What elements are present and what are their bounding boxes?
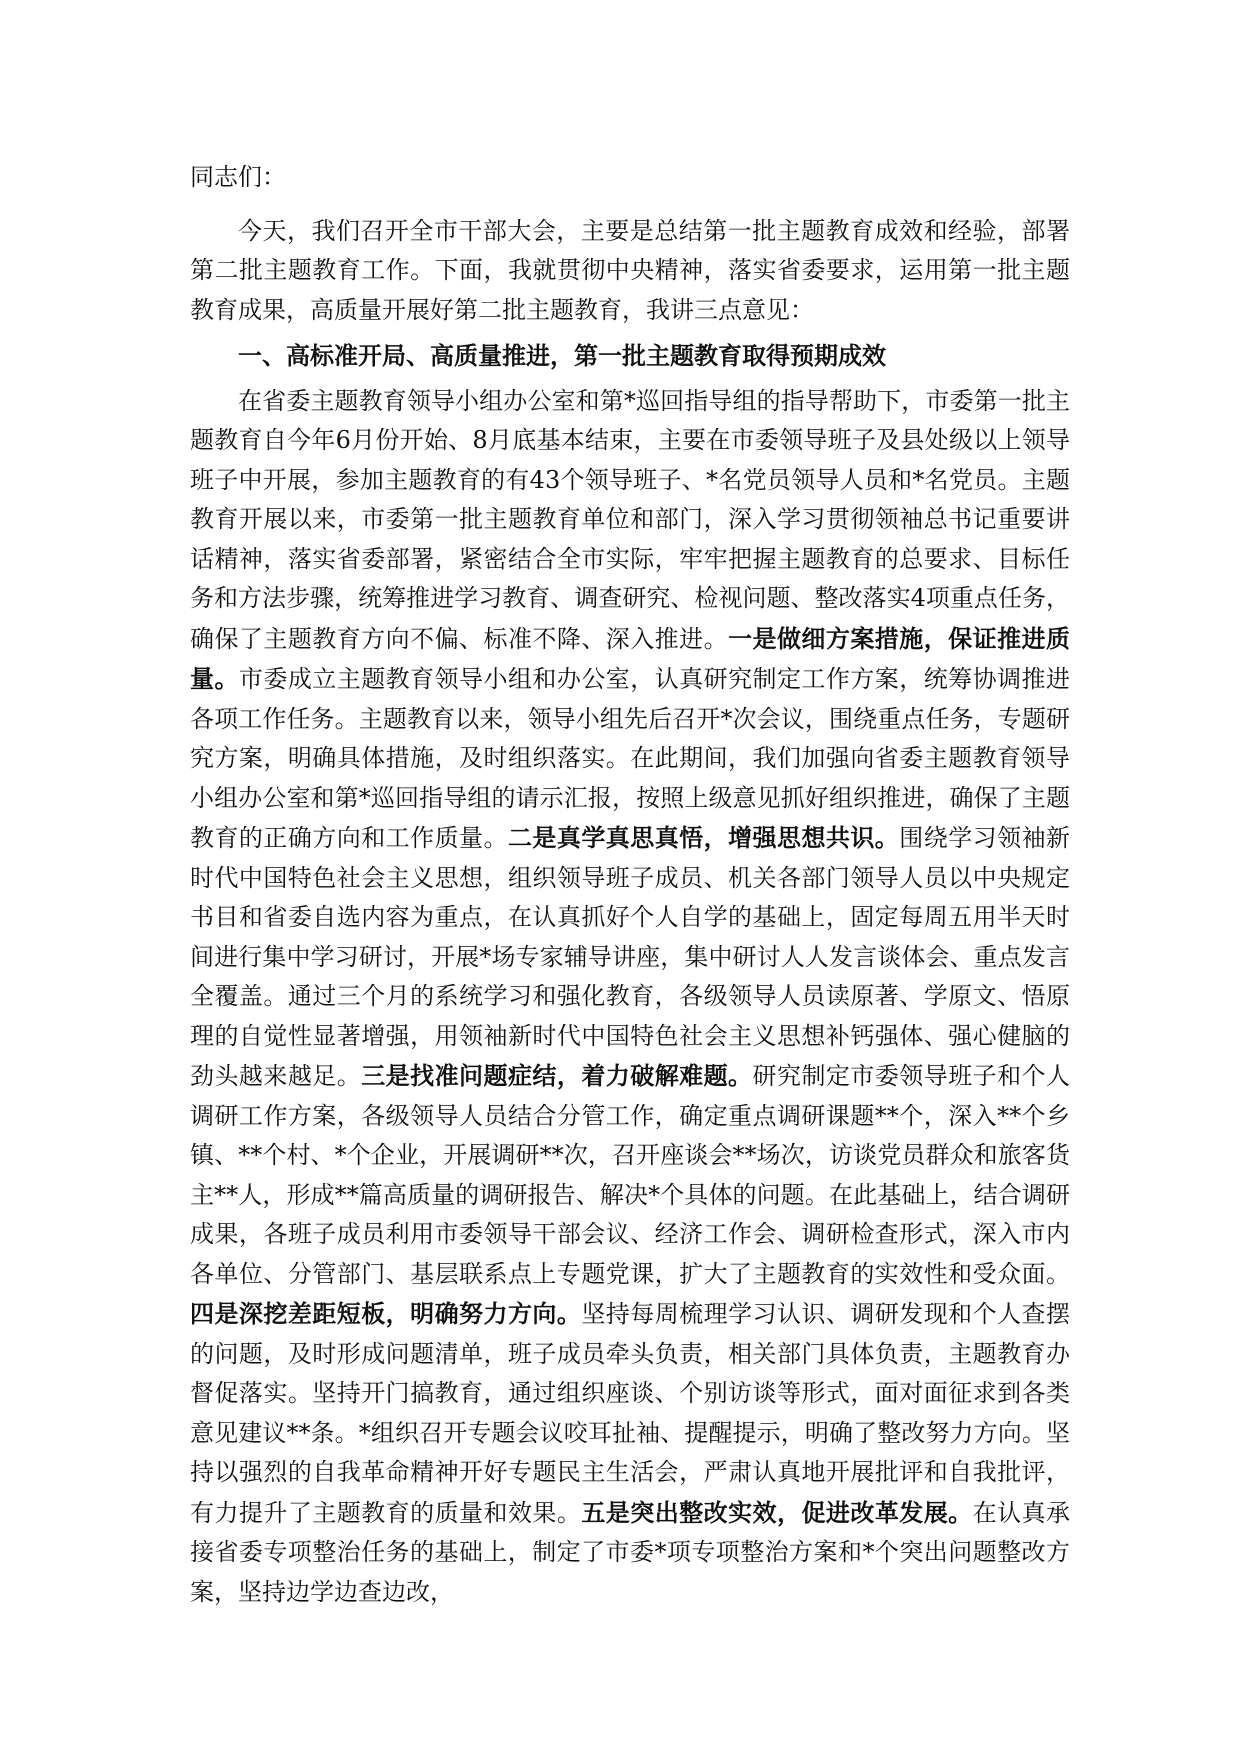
salutation: 同志们：	[190, 163, 286, 191]
section-opening-text: 在省委主题教育领导小组办公室和第*巡回指导组的指导帮助下，市委第一批主题教育自今年6月份开始、8月底基本结束，主要在市委领导班子及县处级以上领导班子中开展，参加主题教育的有43个领导班子、*名党员领导人员和*名党员。主题教育开展以来，市委第一批主题教育单位和部门，深入学习贯彻领袖总书记重要讲话精神，落实省委部署，紧密结合全市实际，牢牢把握主题教育的总要求、目标任务和方法步骤，统筹推进学习教育、调查研究、检视问题、整改落实4项重点任务，确保了主题教育方向不偏、标准不降、深入推进。	[190, 386, 1070, 653]
point-1-text: 市委成立主题教育领导小组和办公室，认真研究制定工作方案，统筹协调推进各项工作任务。主题教育以来，领导小组先后召开*次会议，围绕重点任务，专题研究方案，明确具体措施，及时组织落实。在此期间，我们加强向省委主题教育领导小组办公室和第*巡回指导组的请示汇报，按照上级意见抓好组织推进，确保了主题教育的正确方向和工作质量。	[190, 665, 1071, 852]
point-1-lead: 一是做细方案措施，保证推进质量。	[190, 623, 1071, 693]
section-heading: 一、高标准开局、高质量推进，第一批主题教育取得预期成效	[238, 341, 886, 370]
point-3-text: 研究制定市委领导班子和个人调研工作方案，各级领导人员结合分管工作，确定重点调研课题**个，深入**个乡镇、**个村、*个企业，开展调研**次，召开座谈会**场次，访谈党员群众和旅客货主**人，形成**篇高质量的调研报告、解决*个具体的问题。在此基础上，结合调研成果，各班子成员利用市委领导干部会议、经济工作会、调研检查形式，深入市内各单位、分管部门、基层联系点上专题党课，扩大了主题教育的实效性和受众面。	[190, 1062, 1071, 1288]
point-4-lead: 四是深挖差距短板，明确努力方向。	[190, 1299, 582, 1328]
intro-paragraph: 今天，我们召开全市干部大会，主要是总结第一批主题教育成效和经验，部署第二批主题教育工作。下面，我就贯彻中央精神，落实省委要求，运用第一批主题教育成果，高质量开展好第二批主题教育，我讲三点意见：	[190, 216, 1070, 324]
document-body	[190, 158, 1070, 1612]
section-body-paragraph	[190, 382, 1070, 1613]
point-5-text: 在认真承接省委专项整治任务的基础上，制定了市委*项专项整治方案和*个突出问题整改方案，坚持边学边查边改，	[190, 1498, 1071, 1606]
point-5-lead: 五是突出整改实效，促进改革发展。	[581, 1497, 973, 1527]
point-2-text: 围绕学习领袖新时代中国特色社会主义思想，组织领导班子成员、机关各部门领导人员以中央规定书目和省委自选内容为重点，在认真抓好个人自学的基础上，固定每周五用半天时间进行集中学习研讨，开展*场专家辅导讲座，集中研讨人人发言谈体会、重点发言全覆盖。通过三个月的系统学习和强化教育，各级领导人员读原著、学原文、悟原理的自觉性显著增强，用领袖新时代中国特色社会主义思想补钙强体、强心健脑的劲头越来越足。	[190, 824, 1071, 1090]
point-2-lead: 二是真学真思真悟，增强思想共识。	[507, 823, 900, 852]
point-3-lead: 三是找准问题症结，着力破解难题。	[361, 1061, 753, 1090]
point-4-text: 坚持每周梳理学习认识、调研发现和个人查摆的问题，及时形成问题清单，班子成员牵头负责，相关部门具体负责，主题教育办督促落实。坚持开门搞教育，通过组织座谈、个别访谈等形式，面对面征求到各类意见建议**条。*组织召开专题会议咬耳扯袖、提醒提示，明确了整改努力方向。坚持以强烈的自我革命精神开好专题民主生活会，严肃认真地开展批评和自我批评，有力提升了主题教育的质量和效果。	[190, 1300, 1071, 1527]
